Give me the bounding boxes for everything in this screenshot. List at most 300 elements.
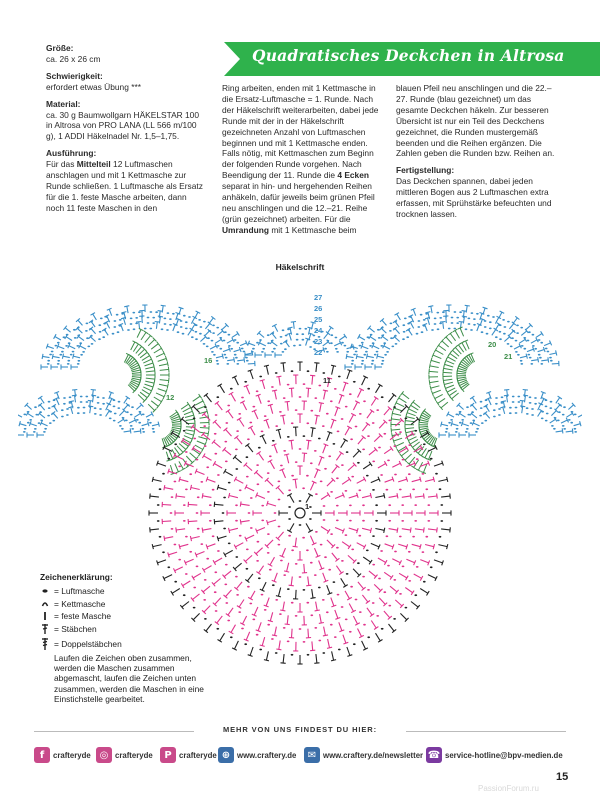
round-stitch (293, 546, 298, 547)
instagram-link[interactable] (96, 745, 153, 765)
round-stitch (341, 440, 346, 448)
corner-stitch (405, 428, 414, 429)
border-chain (82, 351, 85, 353)
corner-stitch (132, 377, 141, 378)
round-stitch (280, 610, 285, 611)
corner-stitch (186, 419, 195, 420)
border-stitch (28, 413, 34, 417)
corner-stitch (455, 331, 459, 339)
round-chain (310, 462, 313, 464)
round-stitch (310, 375, 315, 376)
legend-row-double (40, 624, 220, 637)
corner-stitch (419, 422, 428, 423)
round-stitch (176, 496, 185, 497)
border-chain (563, 406, 566, 408)
round-chain (216, 396, 219, 398)
hotline-link[interactable] (426, 745, 563, 765)
border-chain (492, 316, 495, 318)
border-chain (47, 363, 50, 365)
round-stitch (179, 544, 180, 549)
border-stitch (135, 413, 141, 417)
round-stitch (312, 376, 313, 385)
phone-icon: ☎ (426, 747, 442, 763)
round-chain (227, 405, 230, 407)
round-chain (261, 431, 264, 433)
chart-title: Häkelschrift (275, 262, 325, 272)
border-chain (493, 409, 496, 411)
border-stitch (58, 346, 65, 349)
round-stitch (264, 365, 269, 366)
border-stitch (30, 424, 37, 426)
round-stitch (415, 496, 424, 497)
round-stitch (441, 529, 450, 530)
corner-stitch (450, 334, 455, 341)
border-chain (299, 328, 302, 330)
border-chain (459, 411, 462, 413)
round-stitch (314, 363, 319, 364)
legend (40, 572, 220, 705)
border-chain (267, 334, 270, 336)
border-chain (479, 415, 482, 417)
round-chain (388, 520, 391, 522)
corner-stitch (392, 413, 401, 415)
round-chain (214, 453, 217, 455)
border-chain (549, 357, 552, 359)
round-chain (252, 619, 255, 621)
border-stitch (572, 429, 573, 434)
corner-stitch (462, 343, 466, 351)
round-stitch (434, 560, 443, 563)
round-chain (246, 476, 249, 478)
round-stitch (310, 536, 314, 544)
border-stitch (124, 306, 129, 307)
border-stitch (466, 306, 467, 313)
border-chain (351, 360, 354, 362)
more-from-us-text: MEHR VON UNS FINDEST DU HIER: (222, 725, 378, 734)
corner-stitch (437, 343, 440, 347)
corner-stitch (406, 431, 415, 433)
round-stitch (272, 635, 277, 636)
round-number: 27 (314, 293, 323, 302)
round-stitch (428, 496, 437, 497)
corner-stitch (145, 336, 151, 343)
border-stitch (425, 312, 430, 313)
round-stitch (369, 560, 372, 564)
corner-stitch (438, 398, 446, 403)
border-chain (80, 354, 83, 356)
border-chain (335, 337, 338, 339)
round-stitch (262, 582, 266, 590)
round-stitch (331, 420, 334, 428)
round-chain (401, 504, 404, 506)
pinterest-label: crafteryde (179, 750, 217, 760)
border-stitch (222, 325, 227, 330)
round-chain (387, 565, 390, 567)
divider (34, 731, 194, 732)
round-chain (416, 566, 419, 568)
round-stitch (207, 544, 215, 547)
round-stitch (411, 591, 414, 595)
round-chain (275, 425, 278, 427)
round-chain (259, 376, 262, 378)
round-stitch (376, 633, 381, 641)
border-stitch (362, 346, 369, 349)
border-chain (480, 407, 483, 409)
round-stitch (274, 445, 277, 454)
border-chain (486, 333, 489, 335)
round-stitch (369, 462, 372, 466)
border-stitch (306, 339, 308, 346)
border-stitch (293, 322, 294, 329)
round-chain (306, 549, 309, 551)
round-chain (388, 504, 391, 506)
corner-stitch (132, 373, 141, 374)
round-stitch (226, 614, 230, 617)
border-chain (480, 401, 483, 403)
round-chain (185, 489, 188, 491)
border-chain (361, 363, 364, 365)
round-stitch (193, 406, 199, 412)
round-chain (193, 418, 196, 420)
border-chain (241, 348, 244, 350)
round-stitch (306, 585, 311, 586)
round-chain (280, 465, 283, 467)
corner-stitch (158, 389, 167, 392)
corner-stitch (146, 371, 155, 372)
corner-stitch (145, 367, 154, 369)
border-chain (515, 407, 518, 409)
border-chain (545, 406, 548, 408)
border-chain (355, 351, 358, 353)
border-chain (38, 404, 41, 406)
round-stitch (214, 519, 215, 524)
round-chain (310, 614, 313, 616)
round-chain (174, 443, 177, 445)
round-stitch (150, 527, 151, 532)
border-chain (483, 413, 486, 415)
round-chain (256, 464, 259, 466)
round-chain (162, 551, 165, 553)
border-chain (67, 360, 70, 362)
border-stitch (462, 424, 469, 426)
border-stitch (195, 312, 198, 318)
pinterest-link[interactable] (160, 745, 217, 765)
round-chain (359, 611, 362, 613)
round-chain (393, 579, 396, 581)
border-chain (407, 329, 410, 331)
border-chain (476, 313, 479, 315)
round-chain (259, 649, 262, 651)
border-chain (541, 411, 544, 413)
round-chain (341, 560, 344, 562)
corner-stitch (431, 386, 440, 388)
border-chain (48, 407, 51, 409)
border-chain (52, 420, 55, 422)
border-chain (534, 348, 537, 350)
border-stitch (483, 307, 488, 309)
border-stitch (121, 312, 126, 313)
border-stitch (523, 395, 528, 396)
corner-stitch (142, 356, 150, 361)
round-stitch (441, 496, 450, 497)
border-chain (470, 404, 473, 406)
border-chain (516, 332, 519, 334)
legend-label: = Stäbchen (54, 623, 97, 634)
round-stitch (264, 660, 269, 661)
border-chain (77, 412, 80, 414)
round-chain (209, 520, 212, 522)
round-stitch (185, 463, 193, 467)
round-chain (324, 556, 327, 558)
border-chain (122, 417, 125, 419)
border-chain (559, 404, 562, 406)
corner-stitch (446, 337, 452, 344)
border-chain (69, 396, 72, 398)
border-chain (271, 351, 274, 353)
round-chain (227, 620, 230, 622)
border-stitch (232, 334, 238, 338)
round-stitch (295, 538, 296, 547)
corner-stitch (439, 345, 446, 350)
round-stitch (363, 464, 370, 469)
border-chain (113, 406, 116, 408)
round-chain (425, 488, 428, 490)
border-stitch (495, 324, 499, 330)
round-chain (278, 526, 281, 528)
border-chain (85, 396, 88, 398)
border-chain (485, 406, 488, 408)
social-links (34, 745, 574, 765)
round-stitch (262, 637, 265, 646)
border-stitch (158, 316, 163, 317)
border-chain (378, 337, 381, 339)
round-stitch (375, 496, 384, 498)
border-stitch (369, 328, 374, 332)
round-stitch (367, 608, 372, 615)
border-chain (147, 317, 150, 319)
round-chain (258, 577, 261, 579)
round-stitch (243, 402, 247, 410)
round-chain (303, 641, 306, 643)
round-chain (346, 451, 349, 453)
round-chain (314, 397, 317, 399)
round-chain (272, 584, 275, 586)
round-chain (183, 504, 186, 506)
round-stitch (188, 504, 197, 505)
round-stitch (406, 477, 408, 482)
round-chain (363, 624, 366, 626)
round-stitch (188, 521, 197, 522)
border-chain (504, 326, 507, 328)
round-stitch (206, 395, 212, 402)
border-chain (149, 328, 152, 330)
hotline-label: service-hotline@bpv-medien.de (445, 750, 563, 760)
round-chain (244, 381, 247, 383)
border-stitch (471, 414, 477, 418)
round-stitch (379, 598, 385, 605)
round-chain (295, 409, 298, 411)
round-chain (274, 512, 277, 514)
border-chain (39, 411, 42, 413)
round-stitch (384, 449, 391, 454)
border-chain (259, 339, 262, 341)
corner-stitch (445, 364, 454, 367)
round-chain (306, 422, 309, 424)
round-stitch (392, 463, 400, 467)
round-stitch (384, 493, 385, 498)
border-chain (516, 325, 519, 327)
round-stitch (410, 493, 411, 498)
round-stitch (239, 600, 244, 608)
border-chain (382, 360, 385, 362)
round-stitch (202, 528, 203, 533)
round-stitch (217, 485, 219, 490)
border-chain (139, 411, 142, 413)
border-stitch (53, 356, 60, 357)
instagram-icon: ◎ (96, 747, 112, 763)
round-chain (280, 560, 283, 562)
border-chain (97, 396, 100, 398)
round-stitch (283, 602, 285, 611)
border-chain (381, 363, 384, 365)
corner-stitch (410, 439, 418, 444)
border-chain (80, 401, 83, 403)
round-stitch (224, 571, 231, 577)
border-chain (326, 351, 329, 353)
round-stitch (376, 385, 381, 393)
difficulty-text: erfordert etwas Übung *** (46, 81, 141, 92)
corner-stitch (142, 390, 150, 395)
border-chain (545, 399, 548, 401)
round-chain (291, 602, 294, 604)
round-stitch (332, 553, 338, 560)
border-stitch (441, 424, 448, 426)
round-chain (269, 455, 272, 457)
corner-stitch (186, 430, 195, 432)
border-chain (109, 418, 112, 420)
border-chain (53, 399, 56, 401)
round-chain (362, 520, 365, 522)
border-chain (34, 406, 37, 408)
corner-stitch (183, 408, 191, 412)
round-stitch (168, 552, 170, 557)
border-stitch (288, 327, 293, 328)
round-stitch (236, 582, 242, 589)
corner-stitch (391, 428, 392, 433)
facebook-link[interactable] (34, 745, 91, 765)
border-chain (445, 431, 448, 433)
round-stitch (362, 528, 371, 530)
border-chain (142, 414, 145, 416)
border-stitch (323, 347, 325, 352)
border-chain (467, 414, 470, 416)
border-chain (99, 331, 102, 333)
round-stitch (370, 614, 374, 617)
round-stitch (353, 616, 357, 624)
border-chain (439, 323, 442, 325)
round-chain (318, 587, 321, 589)
round-stitch (389, 496, 398, 498)
border-chain (85, 330, 88, 332)
border-chain (549, 407, 552, 409)
round-chain (414, 504, 417, 506)
border-chain (431, 329, 434, 331)
border-stitch (556, 350, 557, 355)
round-stitch (370, 409, 374, 412)
round-stitch (240, 502, 241, 507)
border-chain (130, 318, 133, 320)
border-chain (169, 318, 172, 320)
newsletter-link[interactable] (304, 745, 423, 765)
round-chain (267, 552, 270, 554)
border-stitch (353, 345, 354, 350)
round-stitch (280, 415, 285, 416)
round-chain (299, 448, 302, 450)
border-chain (150, 311, 153, 313)
round-stitch (180, 544, 189, 546)
round-chain (302, 537, 305, 539)
border-chain (527, 340, 530, 342)
border-chain (116, 314, 119, 316)
round-stitch (316, 416, 318, 425)
round-stitch (204, 566, 212, 571)
border-chain (198, 319, 201, 321)
round-stitch (185, 559, 193, 563)
round-stitch (283, 363, 284, 372)
round-chain (427, 520, 430, 522)
round-stitch (371, 621, 376, 629)
more-from-us (0, 725, 600, 739)
border-chain (421, 331, 424, 333)
round-stitch (371, 479, 379, 483)
border-chain (90, 321, 93, 323)
round-chain (261, 520, 264, 522)
row-number: 20 (488, 340, 497, 349)
border-chain (484, 420, 487, 422)
border-chain (344, 345, 347, 347)
border-chain (456, 322, 459, 324)
border-stitch (527, 349, 534, 351)
website-link[interactable] (218, 745, 296, 765)
round-stitch (278, 487, 284, 494)
round-stitch (214, 464, 222, 469)
round-chain (206, 466, 209, 468)
border-chain (299, 344, 302, 346)
border-chain (47, 360, 50, 362)
round-stitch (229, 528, 230, 533)
corner-stitch (154, 348, 162, 353)
round-chain (402, 566, 405, 568)
round-chain (372, 564, 375, 566)
round-stitch (311, 428, 316, 429)
border-chain (562, 414, 565, 416)
border-chain (61, 409, 64, 411)
corner-stitch (195, 445, 203, 449)
round-chain (222, 512, 225, 514)
web-icon: ⊕ (218, 747, 234, 763)
round-stitch (321, 495, 329, 500)
corner-stitch (208, 431, 209, 436)
round-chain (367, 636, 370, 638)
border-chain (67, 363, 70, 365)
col2-text-bold-corners: 4 Ecken (337, 170, 369, 181)
round-chain (256, 634, 259, 636)
border-stitch (509, 331, 514, 336)
corner-stitch (156, 393, 164, 397)
border-chain (484, 320, 487, 322)
border-chain (476, 428, 479, 430)
round-stitch (308, 388, 309, 397)
